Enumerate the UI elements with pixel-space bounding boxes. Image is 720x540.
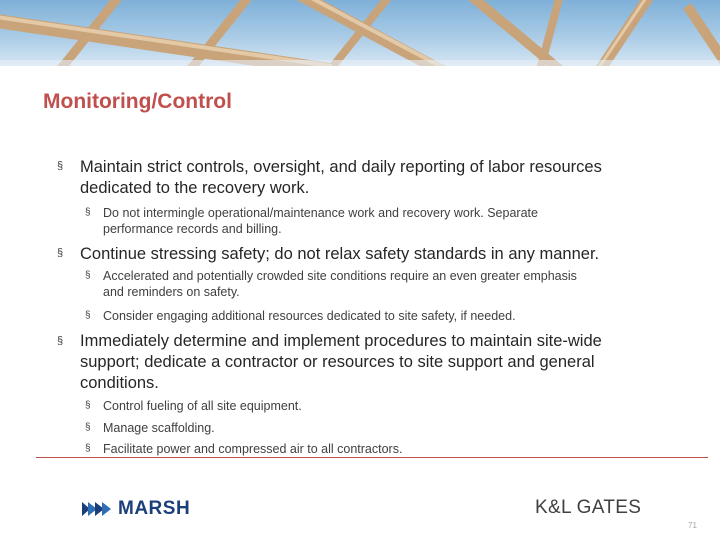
sub-bullet-text-line: Facilitate power and compressed air to all contractors. <box>103 442 403 456</box>
marsh-logo-text: MARSH <box>118 498 191 519</box>
sub-bullet-item <box>103 398 663 414</box>
bullet-text-line: Immediately determine and implement procedures to maintain site-wide <box>80 332 602 350</box>
sub-bullet-item <box>103 268 663 300</box>
sub-bullet-text-line: and reminders on safety. <box>103 285 240 299</box>
sub-bullet-marker: § <box>85 207 91 218</box>
bullet-item-1 <box>80 157 680 199</box>
slide-title: Monitoring/Control <box>43 90 232 113</box>
klgates-logo: K&L GATES <box>535 497 642 518</box>
sub-bullet-marker: § <box>85 400 91 411</box>
sub-bullet-marker: § <box>85 422 91 433</box>
bullet-marker: § <box>57 247 64 259</box>
bullet-marker: § <box>57 160 64 172</box>
bullet-text-line: Maintain strict controls, oversight, and daily reporting of labor resources <box>80 158 602 176</box>
sub-bullet-item <box>103 420 663 436</box>
sub-bullet-text-line: Control fueling of all site equipment. <box>103 399 302 413</box>
sub-bullet-text-line: Accelerated and potentially crowded site conditions require an even greater emphasis <box>103 269 577 283</box>
bullet-text-line: Continue stressing safety; do not relax safety standards in any manner. <box>80 245 600 263</box>
sub-bullet-item <box>103 205 663 237</box>
footer-divider <box>36 457 708 458</box>
sub-bullet-text-line: Do not intermingle operational/maintenance work and recovery work. Separate <box>103 206 538 220</box>
marsh-logo <box>82 498 190 520</box>
sub-bullet-item <box>103 441 663 457</box>
sub-bullet-text-line: Manage scaffolding. <box>103 421 215 435</box>
sub-bullet-item <box>103 308 663 324</box>
sub-bullet-marker: § <box>85 270 91 281</box>
header-banner-image <box>0 0 720 66</box>
marsh-logo-icon <box>82 500 112 518</box>
bullet-text-line: dedicated to the recovery work. <box>80 179 310 197</box>
sub-bullet-marker: § <box>85 443 91 454</box>
bullet-item-2 <box>80 244 680 265</box>
page-number: 71 <box>688 521 697 530</box>
bullet-item-3 <box>80 331 680 394</box>
sub-bullet-marker: § <box>85 310 91 321</box>
sub-bullet-text-line: performance records and billing. <box>103 222 282 236</box>
sub-bullet-text-line: Consider engaging additional resources dedicated to site safety, if needed. <box>103 309 516 323</box>
bullet-text-line: conditions. <box>80 374 159 392</box>
bullet-text-line: support; dedicate a contractor or resources to site support and general <box>80 353 595 371</box>
bullet-marker: § <box>57 335 64 347</box>
